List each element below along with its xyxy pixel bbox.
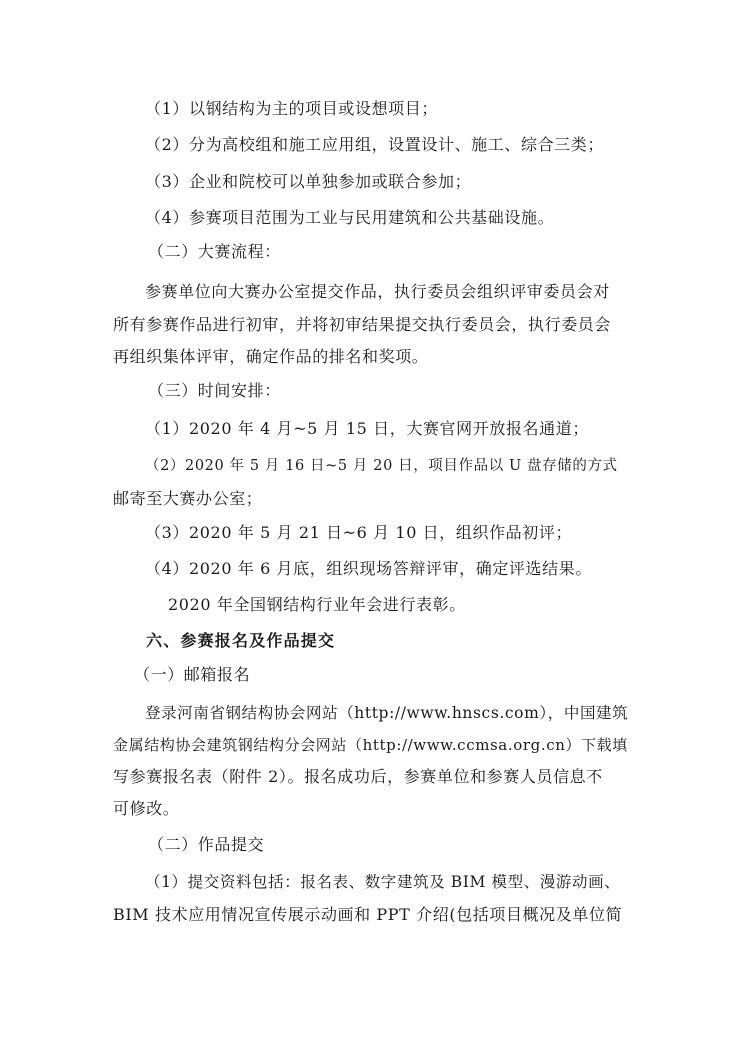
text-line: 金属结构协会建筑钢结构分会网站（http://www.ccmsa.org.cn）下载填 — [113, 736, 628, 754]
section-subheading: （二）大赛流程： — [148, 242, 281, 261]
section-subheading: （三）时间安排： — [148, 381, 281, 400]
text-line: 邮寄至大赛办公室； — [113, 489, 263, 508]
text-line: （2）分为高校组和施工应用组，设置设计、施工、综合三类； — [145, 135, 604, 154]
text-line: 登录河南省钢结构协会网站（http://www.hnscs.com），中国建筑 — [145, 704, 629, 722]
section-heading: 六、参赛报名及作品提交 — [146, 631, 336, 650]
text-line: （3）2020 年 5 月 21 日~6 月 10 日，组织作品初评； — [145, 523, 573, 542]
text-line: （1）以钢结构为主的项目或设想项目； — [145, 99, 438, 118]
text-line: （3）企业和院校可以单独参加或联合参加； — [145, 172, 472, 191]
text-line: （1）提交资料包括：报名表、数字建筑及 BIM 模型、漫游动画、 — [145, 873, 621, 891]
text-line: 2020 年全国钢结构行业年会进行表彰。 — [168, 595, 466, 614]
text-line: 所有参赛作品进行初审，并将初审结果提交执行委员会，执行委员会 — [113, 315, 612, 334]
text-line: 写参赛报名表（附件 2）。报名成功后，参赛单位和参赛人员信息不 — [113, 767, 603, 786]
text-line: （1）2020 年 4 月~5 月 15 日，大赛官网开放报名通道； — [145, 419, 589, 438]
section-subheading: （二）作品提交 — [148, 835, 265, 854]
text-line: 参赛单位向大赛办公室提交作品，执行委员会组织评审委员会对 — [145, 282, 610, 301]
text-line: （4）2020 年 6 月底，组织现场答辩评审，确定评选结果。 — [145, 559, 592, 578]
text-line: （4）参赛项目范围为工业与民用建筑和公共基础设施。 — [145, 208, 555, 227]
text-line: 可修改。 — [113, 799, 180, 818]
text-line: 再组织集体评审，确定作品的排名和奖项。 — [113, 347, 429, 366]
text-line: BIM 技术应用情况宣传展示动画和 PPT 介绍(包括项目概况及单位简 — [113, 905, 623, 924]
text-line: （2）2020 年 5 月 16 日~5 月 20 日，项目作品以 U 盘存储的方式 — [145, 458, 618, 474]
section-subheading: （一）邮箱报名 — [134, 665, 251, 684]
